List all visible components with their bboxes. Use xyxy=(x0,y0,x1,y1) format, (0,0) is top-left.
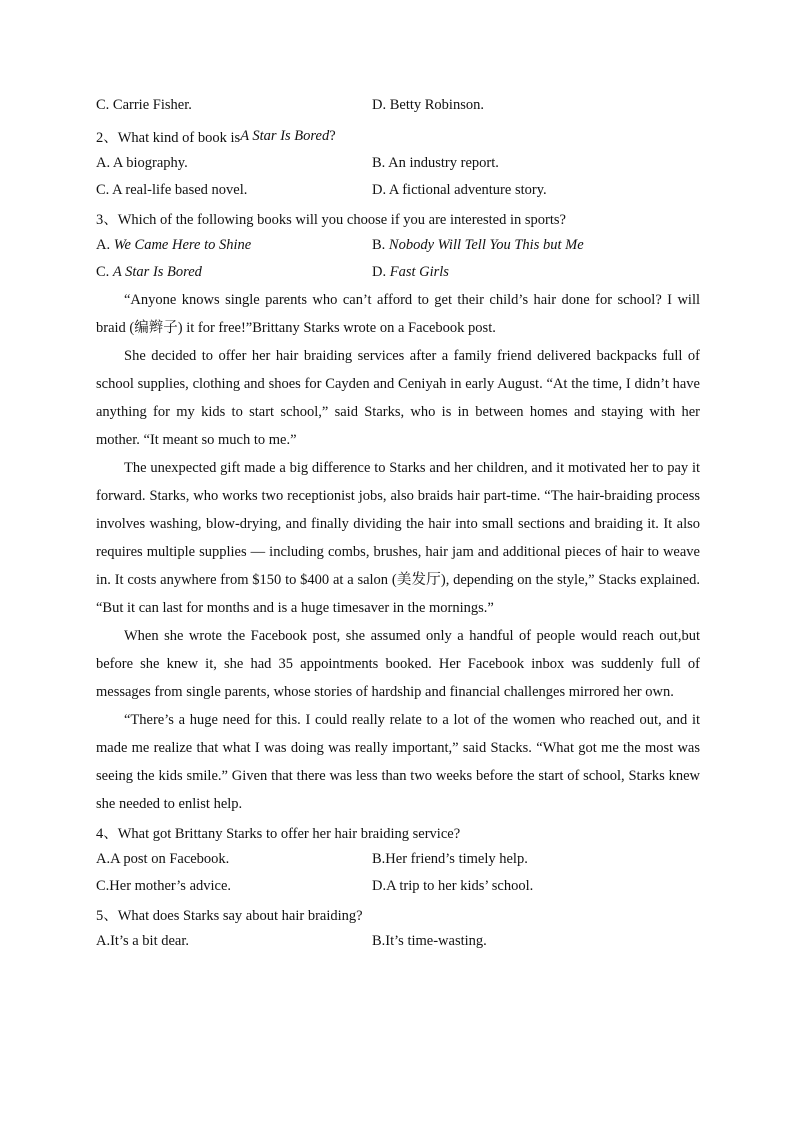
q3-option-a-title: We Came Here to Shine xyxy=(113,237,252,253)
q3-option-b-label: B. xyxy=(372,237,389,253)
q2-option-a: A. A biography. xyxy=(96,155,188,171)
q2-stem-prefix: 2、What kind of book is xyxy=(96,129,241,146)
q2-stem-title: A Star Is Bored xyxy=(240,127,330,144)
passage-paragraph-4: When she wrote the Facebook post, she assumed only a handful of people would reach out,but before she knew it, she had 35 appointments booked. Her Facebook inbox was suddenly full of messages from single parents, whose stories of hardship and financial challenges mirrored her own. xyxy=(96,628,700,700)
passage-paragraph-5: “There’s a huge need for this. I could really relate to a lot of the women who reached out, and it made me realize that what I was doing was really important,” said Stacks. “What got me the most was seeing the kids smile.” Given that there was less than two weeks before the start of school, Starks knew she needed to enlist help. xyxy=(96,712,700,812)
q3-option-c-title: A Star Is Bored xyxy=(112,264,202,280)
exam-page xyxy=(96,92,700,955)
q1-option-c: C. Carrie Fisher. xyxy=(96,97,192,113)
passage-paragraph-3: The unexpected gift made a big difference to Starks and her children, and it motivated her to pay it forward. Starks, who works two receptionist jobs, also braids hair part-time. “The hair-braiding process involves washing, blow-drying, and finally dividing the hair into small sections and braiding it. It also requires multiple supplies — including combs, brushes, hair jam and additional pieces of hair to weave in. It costs anywhere from $150 to $400 at a salon (美发厅), depending on the style,” Stacks explained. “But it can last for months and is a huge timesaver in the mornings.” xyxy=(96,460,700,616)
q2-stem xyxy=(96,122,700,150)
passage-paragraph-1: “Anyone knows single parents who can’t afford to get their child’s hair done for school? I will braid (编辫子) it for free!”Brittany Starks wrote on a Facebook post. xyxy=(96,292,700,336)
q1-option-d: D. Betty Robinson. xyxy=(372,97,484,113)
q2-option-d: D. A fictional adventure story. xyxy=(372,182,547,198)
q5-stem: 5、What does Starks say about hair braiding? xyxy=(96,907,363,924)
q3-option-c-label: C. xyxy=(96,264,113,280)
q3-options-cd xyxy=(96,259,700,286)
q1-options-cd xyxy=(96,92,700,119)
q4-option-a: A.A post on Facebook. xyxy=(96,851,230,867)
q3-option-d xyxy=(372,264,449,281)
q3-option-b-title: Nobody Will Tell You This but Me xyxy=(388,237,584,253)
q3-option-a xyxy=(96,237,372,254)
q3-option-d-label: D. xyxy=(372,264,390,280)
q3-options-ab xyxy=(96,232,700,259)
q2-options-ab xyxy=(96,150,700,177)
q4-option-b: B.Her friend’s timely help. xyxy=(372,851,528,867)
passage-paragraph-2: She decided to offer her hair braiding services after a family friend delivered backpacks full of school supplies, clothing and shoes for Cayden and Ceniyah in early August. “At the time, I didn’t have anything for my kids to start school,” said Starks, who is in between homes and staying with her mother. “It meant so much to me.” xyxy=(96,348,700,448)
q5-option-b: B.It’s time-wasting. xyxy=(372,933,487,949)
q5-options-ab xyxy=(96,928,700,955)
q3-stem: 3、Which of the following books will you choose if you are interested in sports? xyxy=(96,211,566,228)
q2-options-cd xyxy=(96,177,700,204)
q2-option-b: B. An industry report. xyxy=(372,155,499,171)
q4-option-c: C.Her mother’s advice. xyxy=(96,878,232,894)
q4-option-d: D.A trip to her kids’ school. xyxy=(372,878,534,894)
q2-option-c: C. A real-life based novel. xyxy=(96,182,248,198)
q4-stem: 4、What got Brittany Starks to offer her hair braiding service? xyxy=(96,825,461,842)
q3-option-a-label: A. xyxy=(96,237,114,253)
q4-options-ab xyxy=(96,846,700,873)
q3-option-c xyxy=(96,264,372,281)
q3-option-b xyxy=(372,237,584,254)
q2-stem-suffix: ? xyxy=(329,127,336,144)
q3-option-d-title: Fast Girls xyxy=(389,264,449,280)
q4-options-cd xyxy=(96,873,700,900)
q5-option-a: A.It’s a bit dear. xyxy=(96,933,190,949)
